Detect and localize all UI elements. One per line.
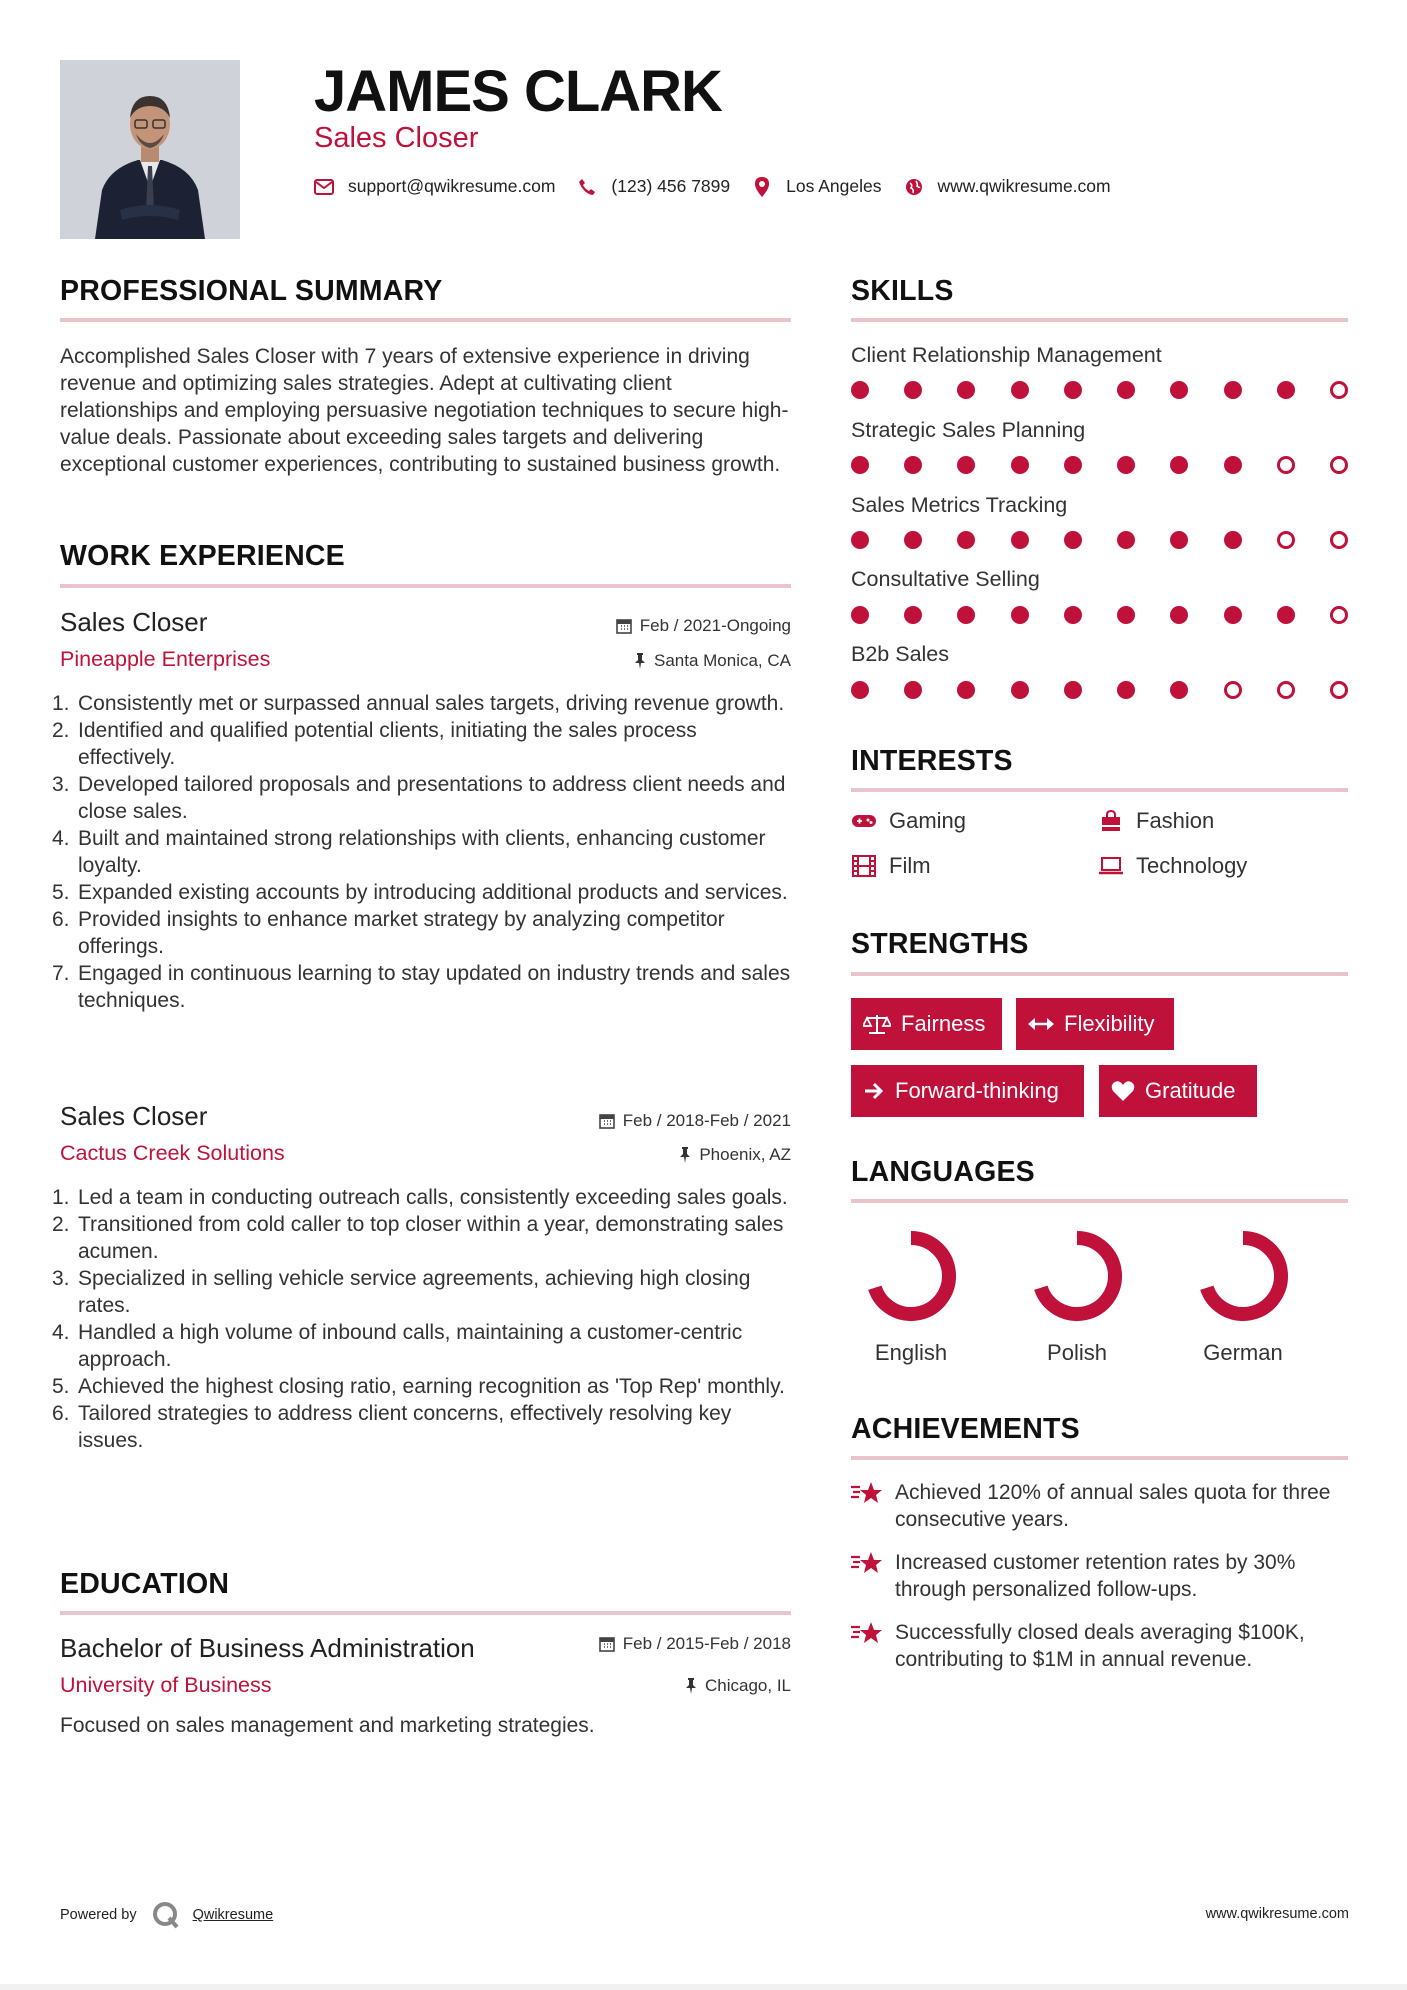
strength-tag [1099, 1065, 1257, 1117]
achievement-item [851, 1549, 1351, 1603]
skill-dot-filled [1224, 531, 1242, 549]
education-divider [60, 1611, 791, 1615]
interest-item [851, 853, 931, 879]
achievement-text: Successfully closed deals averaging $100K, contributing to $1M in annual revenue. [895, 1621, 1305, 1671]
interest-item [1098, 853, 1247, 879]
skill-dot-filled [1117, 606, 1135, 624]
job-bullets [52, 690, 797, 1014]
list-item: 3. Developed tailored proposals and presentations to address client needs and close sales. [52, 773, 786, 823]
powered-by-text: Powered by [60, 1907, 137, 1923]
star-award-icon [851, 1549, 895, 1603]
skill-dot-filled [1224, 606, 1242, 624]
skill-dot-filled [904, 381, 922, 399]
skill-name: B2b Sales [851, 642, 950, 666]
skill-dot-empty [1330, 381, 1348, 399]
language-name: German [1203, 1340, 1283, 1365]
job-company: Pineapple Enterprises [60, 647, 271, 671]
interest-label: Fashion [1136, 808, 1215, 833]
achievements-divider [851, 1456, 1348, 1460]
language-item [851, 1226, 971, 1366]
list-item: 5. Expanded existing accounts by introducing additional products and services. [52, 881, 788, 904]
achievement-item [851, 1479, 1351, 1533]
skill-name: Consultative Selling [851, 567, 1040, 591]
summary-text: Accomplished Sales Closer with 7 years of extensive experience in driving revenue and optimizing sales strategies. Adept at cultivating client relationships and employing persuasive negotiation techniques to secure high-value deals. Passionate about exceeding sales targets and delivering exceptional customer experiences, contributing to sustained business growth. [60, 345, 789, 476]
skill-dot-filled [957, 381, 975, 399]
strength-label: Flexibility [1064, 1011, 1155, 1036]
skill-dot-filled [1064, 681, 1082, 699]
interest-item [1098, 808, 1214, 834]
language-item [1183, 1226, 1303, 1366]
skill-dot-filled [957, 606, 975, 624]
skill-dot-empty [1330, 681, 1348, 699]
job-dates [616, 616, 791, 636]
skill-dot-empty [1277, 456, 1295, 474]
shopping-bag-icon [1098, 810, 1124, 832]
skill-dot-filled [851, 456, 869, 474]
languages-divider [851, 1199, 1348, 1203]
language-proficiency-ring [861, 1226, 961, 1326]
language-name: English [874, 1340, 948, 1365]
interest-label: Gaming [889, 808, 967, 833]
skill-dot-filled [851, 531, 869, 549]
skill-dot-filled [904, 606, 922, 624]
skill-dot-filled [1170, 381, 1188, 399]
job-location-text: Phoenix, AZ [699, 1145, 791, 1164]
interest-item [851, 808, 966, 834]
envelope-icon [314, 177, 334, 197]
skill-dot-filled [957, 531, 975, 549]
calendar-icon [616, 618, 632, 634]
job-location [634, 651, 791, 671]
skill-dot-empty [1330, 531, 1348, 549]
skill-dot-filled [1064, 381, 1082, 399]
list-item: 7. Engaged in continuous learning to stay updated on industry trends and sales techniques. [52, 962, 791, 1012]
job-dates-text: Feb / 2018-Feb / 2021 [622, 1111, 791, 1130]
skills-heading: SKILLS [851, 275, 954, 307]
balance-scale-icon [863, 1013, 891, 1035]
skill-dot-filled [1064, 606, 1082, 624]
skill-name: Sales Metrics Tracking [851, 493, 1068, 517]
education-degree: Bachelor of Business Administration [60, 1633, 475, 1663]
skill-rating [851, 606, 1348, 626]
education-description: Focused on sales management and marketing strategies. [60, 1714, 595, 1737]
skill-dot-filled [1277, 606, 1295, 624]
language-name: Polish [1047, 1340, 1107, 1365]
skill-dot-filled [1011, 681, 1029, 699]
skill-dot-filled [1011, 531, 1029, 549]
footer-powered-by [60, 1900, 273, 1930]
experience-divider [60, 584, 791, 588]
contact-website[interactable] [904, 176, 1111, 197]
footer-url[interactable]: www.qwikresume.com [1205, 1906, 1349, 1922]
strength-label: Gratitude [1145, 1078, 1236, 1103]
skill-rating [851, 681, 1348, 701]
skill-dot-filled [851, 681, 869, 699]
page-bottom-strip [0, 1984, 1407, 1990]
skill-dot-filled [904, 681, 922, 699]
film-icon [851, 855, 877, 877]
strengths-divider [851, 972, 1348, 976]
skill-name: Strategic Sales Planning [851, 418, 1086, 442]
contact-phone[interactable] [577, 176, 730, 197]
skill-dot-filled [1277, 381, 1295, 399]
summary-heading: PROFESSIONAL SUMMARY [60, 275, 443, 307]
pin-icon [679, 1147, 691, 1163]
skill-dot-empty [1277, 531, 1295, 549]
brand-link[interactable]: Qwikresume [192, 1907, 274, 1923]
skill-dot-filled [1170, 606, 1188, 624]
skill-dot-filled [1011, 381, 1029, 399]
summary-divider [60, 318, 791, 322]
candidate-name: JAMES CLARK [314, 59, 722, 124]
arrow-right-icon [863, 1081, 885, 1101]
skill-dot-filled [851, 606, 869, 624]
gamepad-icon [851, 810, 877, 832]
strength-label: Forward-thinking [895, 1078, 1059, 1103]
skill-dot-filled [851, 381, 869, 399]
skill-dot-filled [1117, 456, 1135, 474]
achievements-heading: ACHIEVEMENTS [851, 1413, 1080, 1445]
qwikresume-logo-icon [151, 1900, 181, 1930]
skill-name: Client Relationship Management [851, 343, 1162, 367]
language-item [1017, 1226, 1137, 1366]
calendar-icon [599, 1113, 615, 1129]
skill-dot-filled [1064, 456, 1082, 474]
email-text: support@qwikresume.com [348, 176, 556, 196]
star-award-icon [851, 1619, 895, 1673]
strength-tag [1016, 998, 1174, 1050]
pin-icon [634, 653, 646, 669]
interests-divider [851, 788, 1348, 792]
skill-dot-filled [1011, 606, 1029, 624]
candidate-title: Sales Closer [314, 122, 479, 154]
education-location [685, 1676, 791, 1696]
list-item: 3. Specialized in selling vehicle service agreements, achieving high closing rates. [52, 1267, 751, 1317]
education-dates [599, 1634, 791, 1654]
map-marker-icon [752, 177, 772, 197]
skill-dot-filled [1117, 681, 1135, 699]
job-location-text: Santa Monica, CA [653, 651, 791, 670]
job-role: Sales Closer [60, 1101, 208, 1131]
skill-dot-filled [1011, 456, 1029, 474]
education-location-text: Chicago, IL [705, 1676, 791, 1695]
location-text: Los Angeles [786, 176, 882, 196]
phone-icon [577, 177, 597, 197]
experience-heading: WORK EXPERIENCE [60, 540, 345, 572]
strength-tag [851, 998, 1002, 1050]
interests-heading: INTERESTS [851, 745, 1013, 777]
strengths-heading: STRENGTHS [851, 928, 1029, 960]
double-arrow-icon [1028, 1017, 1054, 1031]
languages-heading: LANGUAGES [851, 1156, 1035, 1188]
globe-icon [904, 177, 924, 197]
job-bullets [52, 1184, 797, 1454]
skills-divider [851, 318, 1348, 322]
skill-dot-filled [1224, 381, 1242, 399]
calendar-icon [599, 1636, 615, 1652]
skill-dot-filled [1170, 456, 1188, 474]
skill-dot-filled [957, 681, 975, 699]
achievement-item [851, 1619, 1351, 1673]
list-item: 6. Tailored strategies to address client concerns, effectively resolving key issues. [52, 1402, 732, 1452]
language-proficiency-ring [1027, 1226, 1127, 1326]
heart-icon [1111, 1080, 1135, 1102]
contact-email[interactable] [314, 176, 555, 197]
interest-label: Technology [1136, 853, 1248, 878]
job-company: Cactus Creek Solutions [60, 1141, 285, 1165]
skill-rating [851, 456, 1348, 476]
skill-rating [851, 381, 1348, 401]
list-item: 2. Identified and qualified potential clients, initiating the sales process effectively. [52, 719, 697, 769]
laptop-icon [1098, 855, 1124, 877]
website-text: www.qwikresume.com [937, 176, 1111, 196]
profile-photo [60, 60, 240, 239]
skill-dot-empty [1330, 456, 1348, 474]
job-location [679, 1145, 791, 1165]
skill-dot-filled [1064, 531, 1082, 549]
education-dates-text: Feb / 2015-Feb / 2018 [622, 1634, 791, 1653]
skill-dot-filled [904, 531, 922, 549]
contact-location [752, 176, 881, 197]
pin-icon [685, 1678, 697, 1694]
contact-bar [314, 176, 1133, 197]
skill-dot-filled [1117, 531, 1135, 549]
list-item: 1. Consistently met or surpassed annual sales targets, driving revenue growth. [52, 692, 785, 715]
skill-dot-filled [1117, 381, 1135, 399]
star-award-icon [851, 1479, 895, 1533]
skill-dot-filled [957, 456, 975, 474]
skill-dot-filled [1224, 456, 1242, 474]
job-dates-text: Feb / 2021-Ongoing [639, 616, 791, 635]
list-item: 1. Led a team in conducting outreach calls, consistently exceeding sales goals. [52, 1186, 788, 1209]
education-heading: EDUCATION [60, 1568, 230, 1600]
education-school: University of Business [60, 1673, 272, 1697]
job-role: Sales Closer [60, 607, 208, 637]
job-dates [599, 1111, 791, 1131]
list-item: 6. Provided insights to enhance market strategy by analyzing competitor offerings. [52, 908, 725, 958]
achievement-text: Increased customer retention rates by 30% through personalized follow-ups. [895, 1551, 1296, 1601]
list-item: 5. Achieved the highest closing ratio, earning recognition as 'Top Rep' monthly. [52, 1375, 785, 1398]
achievement-text: Achieved 120% of annual sales quota for three consecutive years. [895, 1481, 1331, 1531]
skill-dot-empty [1277, 681, 1295, 699]
skill-dot-filled [1170, 681, 1188, 699]
list-item: 4. Built and maintained strong relationships with clients, enhancing customer loyalty. [52, 827, 766, 877]
skill-dot-empty [1224, 681, 1242, 699]
skill-dot-filled [904, 456, 922, 474]
list-item: 2. Transitioned from cold caller to top closer within a year, demonstrating sales acumen. [52, 1213, 784, 1263]
skill-dot-filled [1170, 531, 1188, 549]
language-proficiency-ring [1193, 1226, 1293, 1326]
list-item: 4. Handled a high volume of inbound calls, maintaining a customer-centric approach. [52, 1321, 743, 1371]
skill-dot-empty [1330, 606, 1348, 624]
interest-label: Film [889, 853, 931, 878]
strength-label: Fairness [901, 1011, 986, 1036]
phone-text: (123) 456 7899 [611, 176, 731, 196]
skill-rating [851, 531, 1348, 551]
strength-tag [851, 1065, 1084, 1117]
